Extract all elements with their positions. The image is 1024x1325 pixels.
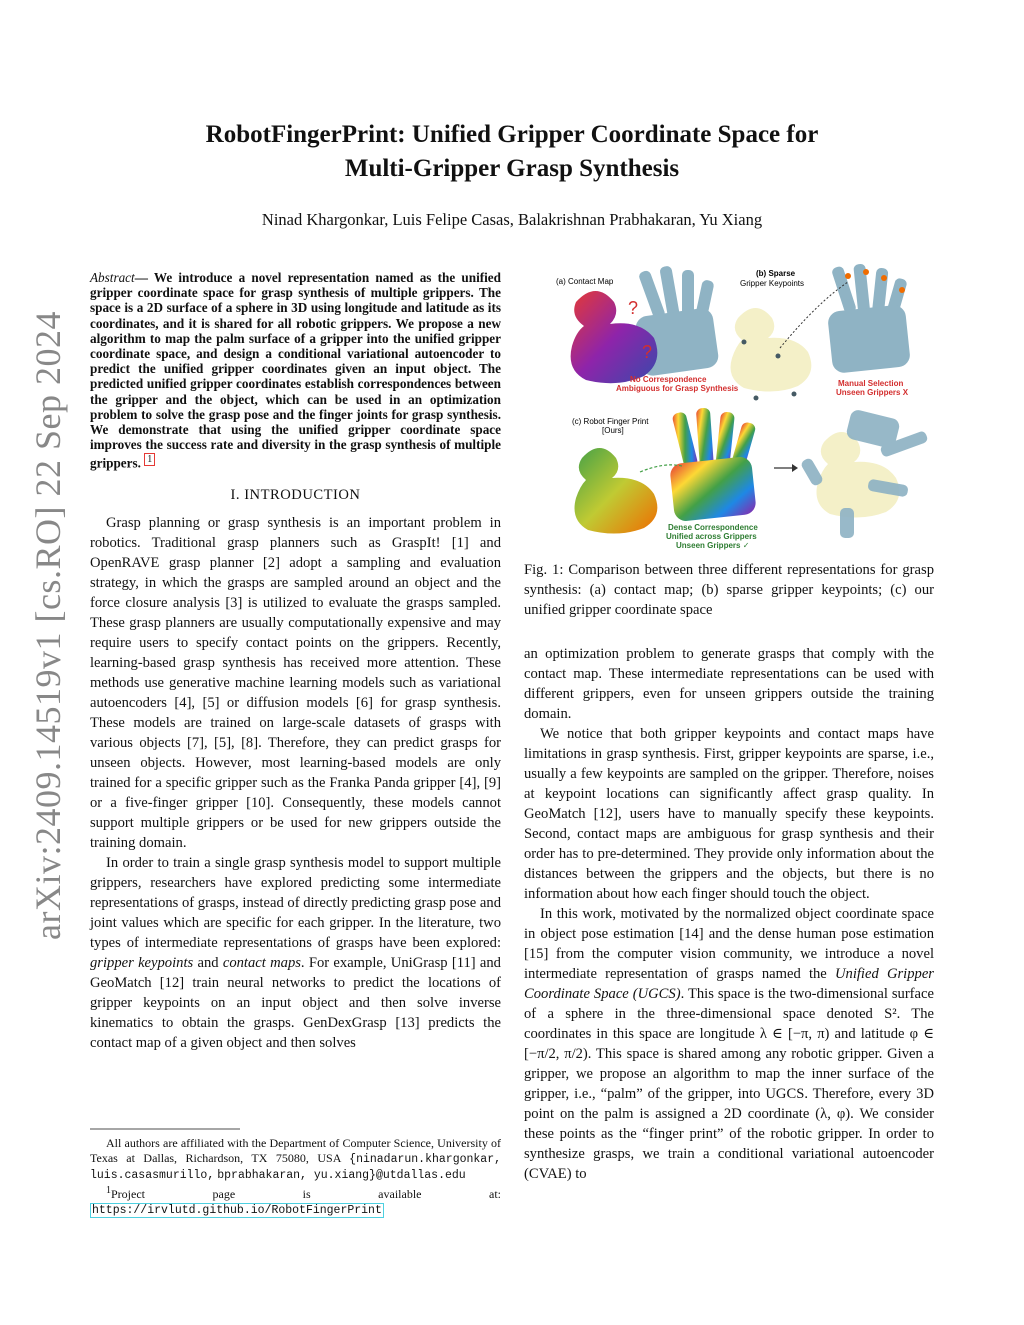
arxiv-watermark: arXiv:2409.14519v1 [cs.RO] 22 Sep 2024: [28, 311, 68, 940]
author-list: Ninad Khargonkar, Luis Felipe Casas, Balakrishnan Prabhakaran, Yu Xiang: [261, 210, 763, 229]
question-mark-icon: ?: [628, 298, 639, 318]
question-mark-icon-2: ?: [642, 342, 653, 362]
note-no-correspondence: No Correspondence: [630, 375, 707, 384]
note-unified-grippers: Unified across Grippers: [666, 532, 757, 541]
arrow-head-icon: [792, 464, 798, 472]
abstract-text: — We introduce a novel representation named as the unified gripper coordinate space for grasp synthesis of multiple grippers. The space is a 2D surface of a sphere in 3D using longitude and latitude as its coordinates, and it is shared for all robotic grippers. We propose a new algorithm to map the palm surface of a gripper into the unified gripper coordinate space, and design a conditional variational autoencoder to predict the unified gripper coordinates given an input object. The predicted unified gripper coordinates establish correspondences between the gripper and the object, which can be used in an optimization problem to solve the grasp pose and the finger joints for grasp synthesis. We demonstrate that using the unified gripper coordinate space improves the success rate and diversity in the grasp synthesis of multiple grippers.: [90, 270, 501, 471]
panel-c: [572, 408, 929, 550]
right-column: [524, 644, 934, 1184]
figure-1-caption: Fig. 1: Comparison between three different representations for grasp synthesis: (a) contact map; (b) sparse gripper keypoints; (c) our unified gripper coordinate space: [524, 562, 934, 618]
gripper-hand-finger-print: [669, 408, 757, 523]
gripper-hand-b: [827, 264, 911, 374]
footnote-rule: [90, 1128, 501, 1130]
panel-a-label: (a) Contact Map: [556, 277, 614, 286]
paper-title: [120, 118, 904, 186]
panel-b: [731, 264, 912, 401]
panel-b-label: (b) Sparse: [756, 269, 796, 278]
section-heading-introduction: I. INTRODUCTION: [230, 487, 361, 504]
duck-keypoints: [731, 308, 812, 392]
right-paragraph-3: In this work, motivated by the normalized object coordinate space in object pose estimation [14] and the dense human pose estimation [15] from the computer vision community, we introduce a novel intermediate representation of grasps named the Unified Gripper Coordinate Space (UGCS). This space is the two-dimensional surface of a sphere in the three-dimensional space denoted S². The coordinates in this space are longitude λ ∈ [−π, π) and latitude φ ∈ [−π/2, π/2). This space is shared among any robotic gripper. Given a gripper, we propose an algorithm to map the inner surface of the gripper, i.e., “palm” of the gripper, into UGCS. Therefore, every 3D point on the palm is assigned a 2D coordinate (λ, φ). We consider these points as the “finger print” of the robotic gripper. In order to synthesize grasps, we train a conditional variational autoencoder (CVAE) to: [524, 906, 934, 1182]
panel-b-sublabel: Gripper Keypoints: [740, 279, 805, 288]
panel-c-sublabel: [Ours]: [602, 426, 624, 435]
emph-ugcs: Unified Gripper Coordinate Space (UGCS): [524, 966, 934, 1002]
duck-contact-map: [571, 291, 658, 383]
emph-contact-maps: contact maps: [222, 955, 301, 972]
emph-gripper-keypoints: gripper keypoints: [90, 955, 194, 972]
note-dense-correspondence: Dense Correspondence: [668, 523, 758, 532]
intro-paragraph-2: In order to train a single grasp synthesis model to support multiple grippers, researchers have explored predicting some intermediate representations of grasps, instead of directly predicting grasp pose and joint values which are specific for each gripper. In the literature, two types of intermediate representations of grasps have been explored: gripper keypoints and contact maps. For example, UniGrasp [11] and GeoMatch [12] train neural networks to predict the locations of gripper keypoints on an input object and then solve inverse kinematics to obtain the grasps. GenDexGrasp [13] predicts the contact map of a given object and then solves: [90, 855, 501, 1052]
duck-finger-print: [575, 448, 658, 534]
right-paragraph-1: an optimization problem to generate grasps that comply with the contact map. These intermediate representations can be used with different grippers, even for unseen grippers outside the training domain.: [524, 646, 934, 722]
project-url-link[interactable]: https://irvlutd.github.io/RobotFingerPrint: [92, 1204, 382, 1217]
title-line-1: RobotFingerPrint: Unified Gripper Coordinate Space for: [205, 121, 819, 148]
note-unseen-grippers-x: Unseen Grippers X: [836, 388, 909, 397]
title-line-2: Multi-Gripper Grasp Synthesis: [344, 155, 680, 182]
figure-1: [548, 262, 940, 558]
abstract-label: Abstract: [90, 270, 135, 285]
note-unseen-grippers-check: Unseen Grippers ✓: [676, 541, 750, 550]
note-ambiguous: Ambiguous for Grasp Synthesis: [616, 384, 739, 393]
footnotes: [90, 1136, 501, 1218]
footnote-ref-link[interactable]: 1: [144, 453, 155, 466]
panel-c-label: (c) Robot Finger Print: [572, 417, 649, 426]
email-list-2: bprabhakaran, yu.xiang}@utdallas.edu: [217, 1169, 466, 1182]
email-list: {ninadarun.khargonkar, luis.casasmurillo,: [90, 1153, 501, 1182]
project-note: $^1$Project page is available at: https://irvlutd.github.io/RobotFingerPrint: [92, 1185, 501, 1217]
left-column: [90, 270, 501, 1053]
right-paragraph-2: We notice that both gripper keypoints and contact maps have limitations in grasp synthesis. First, gripper keypoints are sparse, i.e., usually a few keypoints are sampled on the gripper. Therefore, noises at keypoint locations can significantly affect grasp quality. In GeoMatch [12], users have to manually specify these keypoints. Second, contact maps are ambiguous for grasp synthesis and their order has to pre-determined. They provide only information about the distances between the grippers and the objects, but there is no information about how each finger should touch the object.: [524, 726, 934, 902]
affiliation-note: All authors are affiliated with the Department of Computer Science, University of Texas at Dallas, Richardson, TX 75080, USA {ninadarun.khargonkar, luis.casasmurillo, bprabhakaran, yu.xiang}@utdallas.edu: [90, 1136, 501, 1182]
abstract: [90, 270, 501, 471]
intro-paragraph-1: Grasp planning or grasp synthesis is an important problem in robotics. Traditional grasp planners such as GraspIt! [1] and OpenRAVE grasp planner [2] adopt a sampling and evaluation strategy, in which the grasps are sampled around an object and the force closure analysis [3] is utilized to evaluate the grasps sampled. These grasp planners are usually computationally expensive and may require users to specify contact points on the grippers. Recently, learning-based grasp synthesis has received more attention. These methods use generative machine learning models such as variational autoencoders [4], [5] or diffusion models [6] for grasp synthesis. These models are trained on large-scale datasets of grasps with various objects [7], [5], [8]. Therefore, they can predict grasps for unseen objects. However, most learning-based models are only trained for a specific gripper such as the Franka Panda gripper [4], [9] or a five-finger gripper [10]. Consequently, these models cannot support multiple grippers or be used for new grippers outside the training domain.: [90, 515, 501, 852]
panel-a: [556, 265, 739, 393]
note-manual-selection: Manual Selection: [838, 379, 904, 388]
